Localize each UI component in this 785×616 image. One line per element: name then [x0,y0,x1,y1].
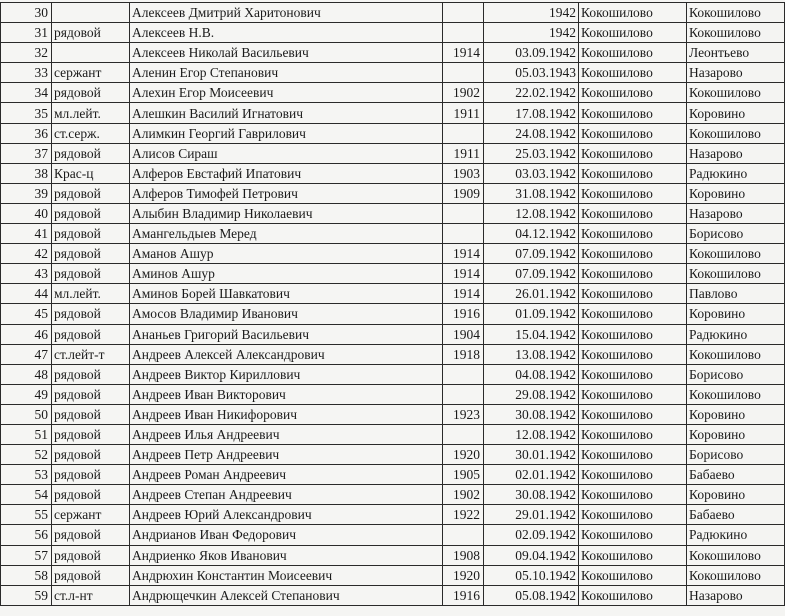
full-name-cell: Алисов Сираш [130,143,443,163]
table-row [1,163,785,183]
rank-cell: рядовой [52,143,130,163]
birth-year-cell: 1904 [443,324,484,344]
rank-cell: рядовой [52,565,130,585]
place-cell: Кокошилово [579,424,687,444]
death-date-cell: 26.01.1942 [484,284,579,304]
rank-cell: рядовой [52,224,130,244]
full-name-cell: Андреев Юрий Александрович [130,505,443,525]
table-row [1,545,785,565]
death-date-cell: 02.01.1942 [484,465,579,485]
full-name-cell: Алешкин Василий Игнатович [130,103,443,123]
death-date-cell: 29.01.1942 [484,505,579,525]
record-number: 59 [1,585,52,605]
burial-place-cell: Борисово [687,445,785,465]
place-cell: Кокошилово [579,3,687,23]
record-number: 35 [1,103,52,123]
record-number: 37 [1,143,52,163]
birth-year-cell: 1911 [443,143,484,163]
rank-cell: рядовой [52,304,130,324]
rank-cell: рядовой [52,264,130,284]
full-name-cell: Андреев Степан Андреевич [130,485,443,505]
death-date-cell: 07.09.1942 [484,264,579,284]
birth-year-cell [443,3,484,23]
burial-place-cell: Бабаево [687,465,785,485]
full-name-cell: Андреев Иван Викторович [130,384,443,404]
burial-place-cell: Коровино [687,304,785,324]
burial-place-cell: Кокошилово [687,545,785,565]
record-number: 40 [1,203,52,223]
full-name-cell: Амангельдыев Меред [130,224,443,244]
record-number: 58 [1,565,52,585]
table-row [1,143,785,163]
table-row [1,83,785,103]
birth-year-cell: 1903 [443,163,484,183]
burial-place-cell: Коровино [687,424,785,444]
burial-place-cell: Кокошилово [687,83,785,103]
record-number: 39 [1,183,52,203]
table-row [1,123,785,143]
rank-cell: рядовой [52,83,130,103]
record-number: 45 [1,304,52,324]
table-row [1,183,785,203]
birth-year-cell: 1916 [443,585,484,605]
record-number: 34 [1,83,52,103]
rank-cell: рядовой [52,203,130,223]
full-name-cell: Алимкин Георгий Гаврилович [130,123,443,143]
full-name-cell: Аминов Ашур [130,264,443,284]
death-date-cell: 03.09.1942 [484,43,579,63]
burial-place-cell: Кокошилово [687,344,785,364]
full-name-cell: Андреев Виктор Кириллович [130,364,443,384]
place-cell: Кокошилово [579,465,687,485]
table-row [1,23,785,43]
death-date-cell: 09.04.1942 [484,545,579,565]
rank-cell: рядовой [52,244,130,264]
birth-year-cell: 1916 [443,304,484,324]
record-number: 41 [1,224,52,244]
table-row [1,203,785,223]
record-number: 43 [1,264,52,284]
place-cell: Кокошилово [579,203,687,223]
record-number: 51 [1,424,52,444]
burial-place-cell: Радюкино [687,163,785,183]
death-date-cell: 12.08.1942 [484,424,579,444]
death-date-cell: 24.08.1942 [484,123,579,143]
burial-place-cell: Радюкино [687,525,785,545]
record-number: 56 [1,525,52,545]
death-date-cell: 25.03.1942 [484,143,579,163]
place-cell: Кокошилово [579,384,687,404]
place-cell: Кокошилово [579,485,687,505]
burial-place-cell: Назарово [687,63,785,83]
death-date-cell: 05.10.1942 [484,565,579,585]
birth-year-cell: 1920 [443,565,484,585]
full-name-cell: Андреев Алексей Александрович [130,344,443,364]
burial-place-cell: Леонтьево [687,43,785,63]
place-cell: Кокошилово [579,63,687,83]
table-row [1,244,785,264]
record-number: 38 [1,163,52,183]
full-name-cell: Андрюхин Константин Моисеевич [130,565,443,585]
death-date-cell: 02.09.1942 [484,525,579,545]
burial-place-cell: Кокошилово [687,123,785,143]
burial-place-cell: Кокошилово [687,244,785,264]
place-cell: Кокошилово [579,545,687,565]
record-number: 42 [1,244,52,264]
burial-place-cell: Назарово [687,143,785,163]
rank-cell: рядовой [52,404,130,424]
full-name-cell: Алехин Егор Моисеевич [130,83,443,103]
rank-cell: мл.лейт. [52,284,130,304]
birth-year-cell: 1923 [443,404,484,424]
rank-cell: рядовой [52,525,130,545]
birth-year-cell: 1922 [443,505,484,525]
full-name-cell: Андреев Илья Андреевич [130,424,443,444]
place-cell: Кокошилово [579,43,687,63]
death-date-cell: 04.12.1942 [484,224,579,244]
table-row [1,364,785,384]
birth-year-cell: 1920 [443,445,484,465]
death-date-cell: 07.09.1942 [484,244,579,264]
rank-cell: рядовой [52,545,130,565]
record-number: 36 [1,123,52,143]
place-cell: Кокошилово [579,344,687,364]
table-row [1,3,785,23]
birth-year-cell: 1914 [443,264,484,284]
table-row [1,103,785,123]
burial-place-cell: Коровино [687,485,785,505]
full-name-cell: Андреев Роман Андреевич [130,465,443,485]
place-cell: Кокошилово [579,404,687,424]
record-number: 32 [1,43,52,63]
place-cell: Кокошилово [579,445,687,465]
rank-cell [52,3,130,23]
record-number: 47 [1,344,52,364]
rank-cell: рядовой [52,485,130,505]
place-cell: Кокошилово [579,23,687,43]
burial-place-cell: Назарово [687,203,785,223]
record-number: 30 [1,3,52,23]
birth-year-cell [443,384,484,404]
burial-records-table [0,2,785,606]
death-date-cell: 30.08.1942 [484,404,579,424]
birth-year-cell [443,123,484,143]
birth-year-cell: 1918 [443,344,484,364]
birth-year-cell: 1902 [443,83,484,103]
burial-place-cell: Павлово [687,284,785,304]
full-name-cell: Андреев Иван Никифорович [130,404,443,424]
full-name-cell: Амосов Владимир Иванович [130,304,443,324]
death-date-cell: 13.08.1942 [484,344,579,364]
death-date-cell: 05.03.1943 [484,63,579,83]
record-number: 49 [1,384,52,404]
rank-cell: рядовой [52,384,130,404]
table-row [1,284,785,304]
full-name-cell: Андриенко Яков Иванович [130,545,443,565]
birth-year-cell [443,23,484,43]
birth-year-cell: 1908 [443,545,484,565]
full-name-cell: Алыбин Владимир Николаевич [130,203,443,223]
record-number: 55 [1,505,52,525]
table-row [1,465,785,485]
place-cell: Кокошилово [579,224,687,244]
place-cell: Кокошилово [579,525,687,545]
full-name-cell: Алферов Евстафий Ипатович [130,163,443,183]
death-date-cell: 05.08.1942 [484,585,579,605]
burial-place-cell: Радюкино [687,324,785,344]
birth-year-cell: 1914 [443,43,484,63]
rank-cell: ст.серж. [52,123,130,143]
rank-cell: рядовой [52,324,130,344]
record-number: 54 [1,485,52,505]
place-cell: Кокошилово [579,324,687,344]
death-date-cell: 30.01.1942 [484,445,579,465]
record-number: 50 [1,404,52,424]
record-number: 33 [1,63,52,83]
burial-place-cell: Кокошилово [687,264,785,284]
death-date-cell: 1942 [484,3,579,23]
place-cell: Кокошилово [579,364,687,384]
death-date-cell: 15.04.1942 [484,324,579,344]
rank-cell: рядовой [52,445,130,465]
rank-cell: рядовой [52,465,130,485]
full-name-cell: Андрющечкин Алексей Степанович [130,585,443,605]
table-row [1,264,785,284]
birth-year-cell [443,63,484,83]
place-cell: Кокошилово [579,123,687,143]
burial-place-cell: Борисово [687,364,785,384]
table-row [1,43,785,63]
table-row [1,525,785,545]
table-row [1,565,785,585]
full-name-cell: Аленин Егор Степанович [130,63,443,83]
table-row [1,585,785,605]
death-date-cell: 01.09.1942 [484,304,579,324]
table-body [1,3,785,606]
death-date-cell: 03.03.1942 [484,163,579,183]
record-number: 31 [1,23,52,43]
place-cell: Кокошилово [579,143,687,163]
full-name-cell: Андрианов Иван Федорович [130,525,443,545]
rank-cell: рядовой [52,364,130,384]
full-name-cell: Алексеев Дмитрий Харитонович [130,3,443,23]
burial-place-cell: Кокошилово [687,384,785,404]
full-name-cell: Алексеев Н.В. [130,23,443,43]
burial-place-cell: Коровино [687,404,785,424]
rank-cell: мл.лейт. [52,103,130,123]
rank-cell: рядовой [52,424,130,444]
burial-place-cell: Борисово [687,224,785,244]
place-cell: Кокошилово [579,103,687,123]
rank-cell: рядовой [52,23,130,43]
full-name-cell: Аминов Борей Шавкатович [130,284,443,304]
place-cell: Кокошилово [579,505,687,525]
rank-cell: сержант [52,63,130,83]
birth-year-cell: 1914 [443,244,484,264]
burial-place-cell: Кокошилово [687,3,785,23]
table-row [1,324,785,344]
place-cell: Кокошилово [579,565,687,585]
place-cell: Кокошилово [579,304,687,324]
place-cell: Кокошилово [579,244,687,264]
table-row [1,404,785,424]
rank-cell: ст.л-нт [52,585,130,605]
table-row [1,224,785,244]
burial-place-cell: Коровино [687,183,785,203]
place-cell: Кокошилово [579,183,687,203]
full-name-cell: Ананьев Григорий Васильевич [130,324,443,344]
death-date-cell: 22.02.1942 [484,83,579,103]
table-row [1,384,785,404]
death-date-cell: 17.08.1942 [484,103,579,123]
full-name-cell: Алексеев Николай Васильевич [130,43,443,63]
burial-place-cell: Коровино [687,103,785,123]
table-row [1,63,785,83]
death-date-cell: 30.08.1942 [484,485,579,505]
burial-place-cell: Кокошилово [687,565,785,585]
birth-year-cell [443,525,484,545]
birth-year-cell: 1914 [443,284,484,304]
rank-cell: Крас-ц [52,163,130,183]
table-row [1,485,785,505]
record-number: 57 [1,545,52,565]
place-cell: Кокошилово [579,585,687,605]
death-date-cell: 29.08.1942 [484,384,579,404]
place-cell: Кокошилово [579,284,687,304]
burial-place-cell: Назарово [687,585,785,605]
death-date-cell: 12.08.1942 [484,203,579,223]
death-date-cell: 31.08.1942 [484,183,579,203]
birth-year-cell: 1911 [443,103,484,123]
place-cell: Кокошилово [579,163,687,183]
record-number: 52 [1,445,52,465]
full-name-cell: Андреев Петр Андреевич [130,445,443,465]
record-number: 44 [1,284,52,304]
burial-place-cell: Кокошилово [687,23,785,43]
birth-year-cell [443,364,484,384]
table-row [1,424,785,444]
record-number: 46 [1,324,52,344]
rank-cell: рядовой [52,183,130,203]
table-row [1,445,785,465]
place-cell: Кокошилово [579,264,687,284]
birth-year-cell: 1909 [443,183,484,203]
birth-year-cell: 1905 [443,465,484,485]
burial-place-cell: Бабаево [687,505,785,525]
rank-cell: ст.лейт-т [52,344,130,364]
birth-year-cell: 1902 [443,485,484,505]
rank-cell: сержант [52,505,130,525]
death-date-cell: 1942 [484,23,579,43]
rank-cell [52,43,130,63]
table-row [1,304,785,324]
full-name-cell: Аманов Ашур [130,244,443,264]
birth-year-cell [443,203,484,223]
birth-year-cell [443,424,484,444]
table-row [1,344,785,364]
table-row [1,505,785,525]
place-cell: Кокошилово [579,83,687,103]
death-date-cell: 04.08.1942 [484,364,579,384]
full-name-cell: Алферов Тимофей Петрович [130,183,443,203]
record-number: 53 [1,465,52,485]
birth-year-cell [443,224,484,244]
record-number: 48 [1,364,52,384]
